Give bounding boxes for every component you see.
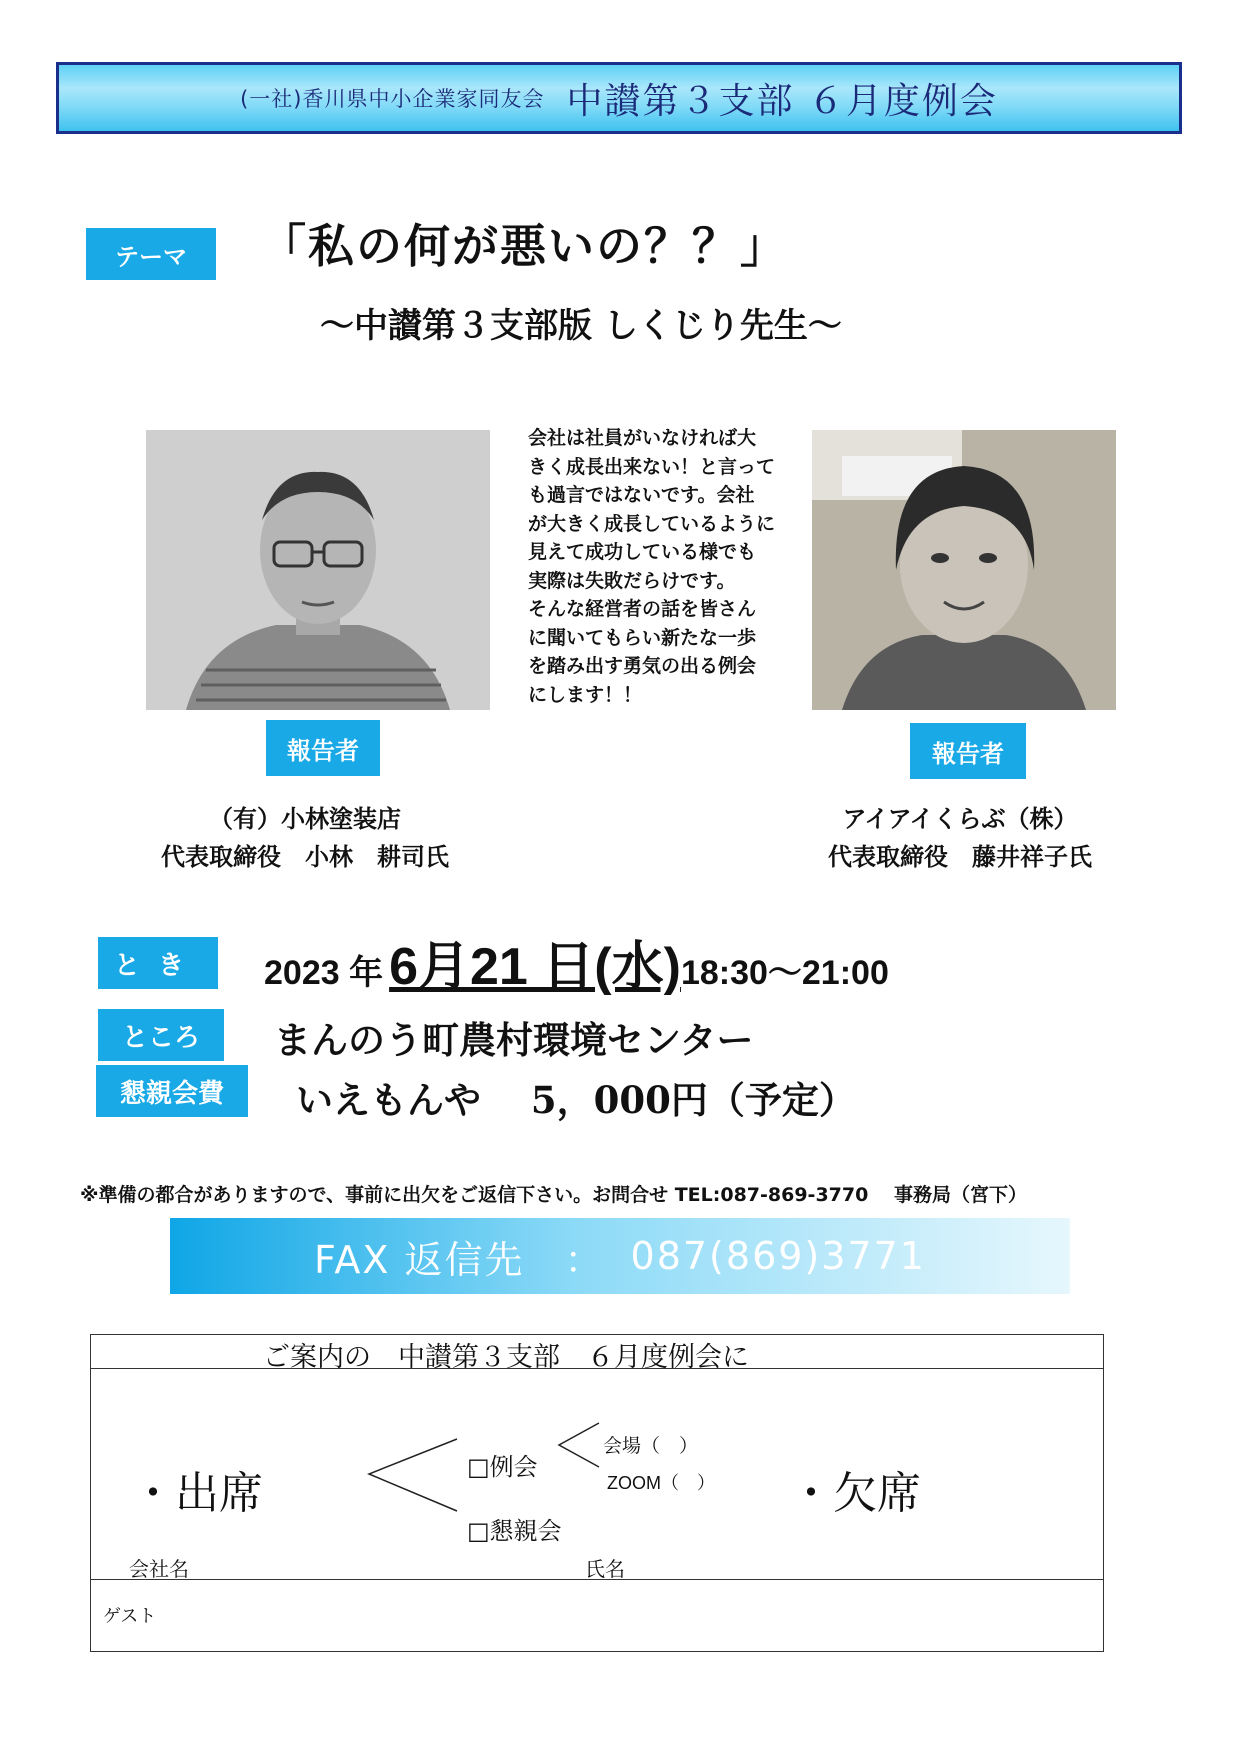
event-venue: まんのう町農村環境センター [274,1019,754,1062]
intro-line: 実際は失敗だらけです。 [528,569,736,592]
person-name-field[interactable]: 氏名 [585,1557,625,1581]
fee-tag: 懇親会費 [96,1065,248,1117]
reply-form [90,1334,1104,1652]
presenter-name: 代表取締役 小林 耕司氏 [161,842,449,871]
presenter-company: アイアイくらぶ（株） [842,804,1078,833]
form-body [91,1369,1103,1579]
when-tag: とき [98,937,218,989]
event-year: 2023 年 [264,954,384,992]
theme-subtitle: ～中讃第３支部版 しくじり先生～ [320,306,842,346]
guest-field[interactable]: ゲスト [103,1606,157,1627]
presenter-right-info [770,800,1150,876]
social-checkbox[interactable]: □懇親会 [467,1517,562,1545]
absent-option[interactable]: ・欠席 [789,1468,921,1519]
presenter-tag-left: 報告者 [266,720,380,776]
presenter-tag-right: 報告者 [910,723,1026,779]
organization-name: (一社)香川県中小企業家同友会 [240,87,545,111]
attend-option[interactable]: ・出席 [131,1468,263,1519]
form-header [91,1335,1103,1373]
event-title: 中讃第３支部 ６月度例会 [566,80,998,122]
fax-number: 087(869)3771 [630,1234,926,1278]
intro-line: にします！！ [528,683,643,706]
presenter-left-info [130,800,480,876]
where-tag: ところ [98,1009,224,1061]
fax-banner [170,1218,1070,1294]
intro-line: 会社は社員がいなければ大 [528,427,757,449]
meeting-checkbox[interactable]: □例会 [467,1453,538,1481]
fax-label: FAX 返信先 ： [314,1237,605,1282]
form-header-text: ご案内の 中讃第３支部 ６月度例会に [263,1342,749,1373]
event-datetime [264,924,1064,994]
social-fee: いえもんや 5，000円（予定） [296,1078,856,1122]
intro-text [528,424,798,709]
company-name-field[interactable]: 会社名 [129,1557,189,1581]
presenter-company: （有）小林塗装店 [209,804,401,833]
intro-line: も過言ではないです。会社 [528,484,755,506]
presenter-photo-right [812,430,1116,710]
intro-line: を踏み出す勇気の出る例会 [528,655,757,677]
presenter-name: 代表取締役 藤井祥子氏 [828,842,1092,871]
header-banner [56,62,1182,134]
event-date: 6月21 日(水) [389,938,681,996]
venue-option[interactable]: 会場（ ） [603,1435,699,1457]
man-portrait-image [146,430,490,710]
intro-line: きく成長出来ない！と言って [528,455,776,478]
intro-line: に聞いてもらい新たな一歩 [528,626,757,649]
theme-tag: テーマ [86,228,216,280]
rsvp-notice: ※準備の都合がありますので、事前に出欠をご返信下さい。お問合せ TEL:087-869-3770 事務局（宮下） [80,1184,1027,1206]
event-time: 18:30～21:00 [680,954,889,992]
woman-portrait-image [812,430,1116,710]
intro-line: が大きく成長しているように [528,512,776,535]
intro-line: 見えて成功している様でも [528,541,757,563]
presenter-photo-left [146,430,490,710]
intro-line: そんな経営者の話を皆さん [528,598,757,620]
guest-row [91,1579,1103,1651]
zoom-option[interactable]: ZOOM（ ） [607,1473,715,1493]
theme-title: 「私の何が悪いの？？」 [260,219,788,273]
